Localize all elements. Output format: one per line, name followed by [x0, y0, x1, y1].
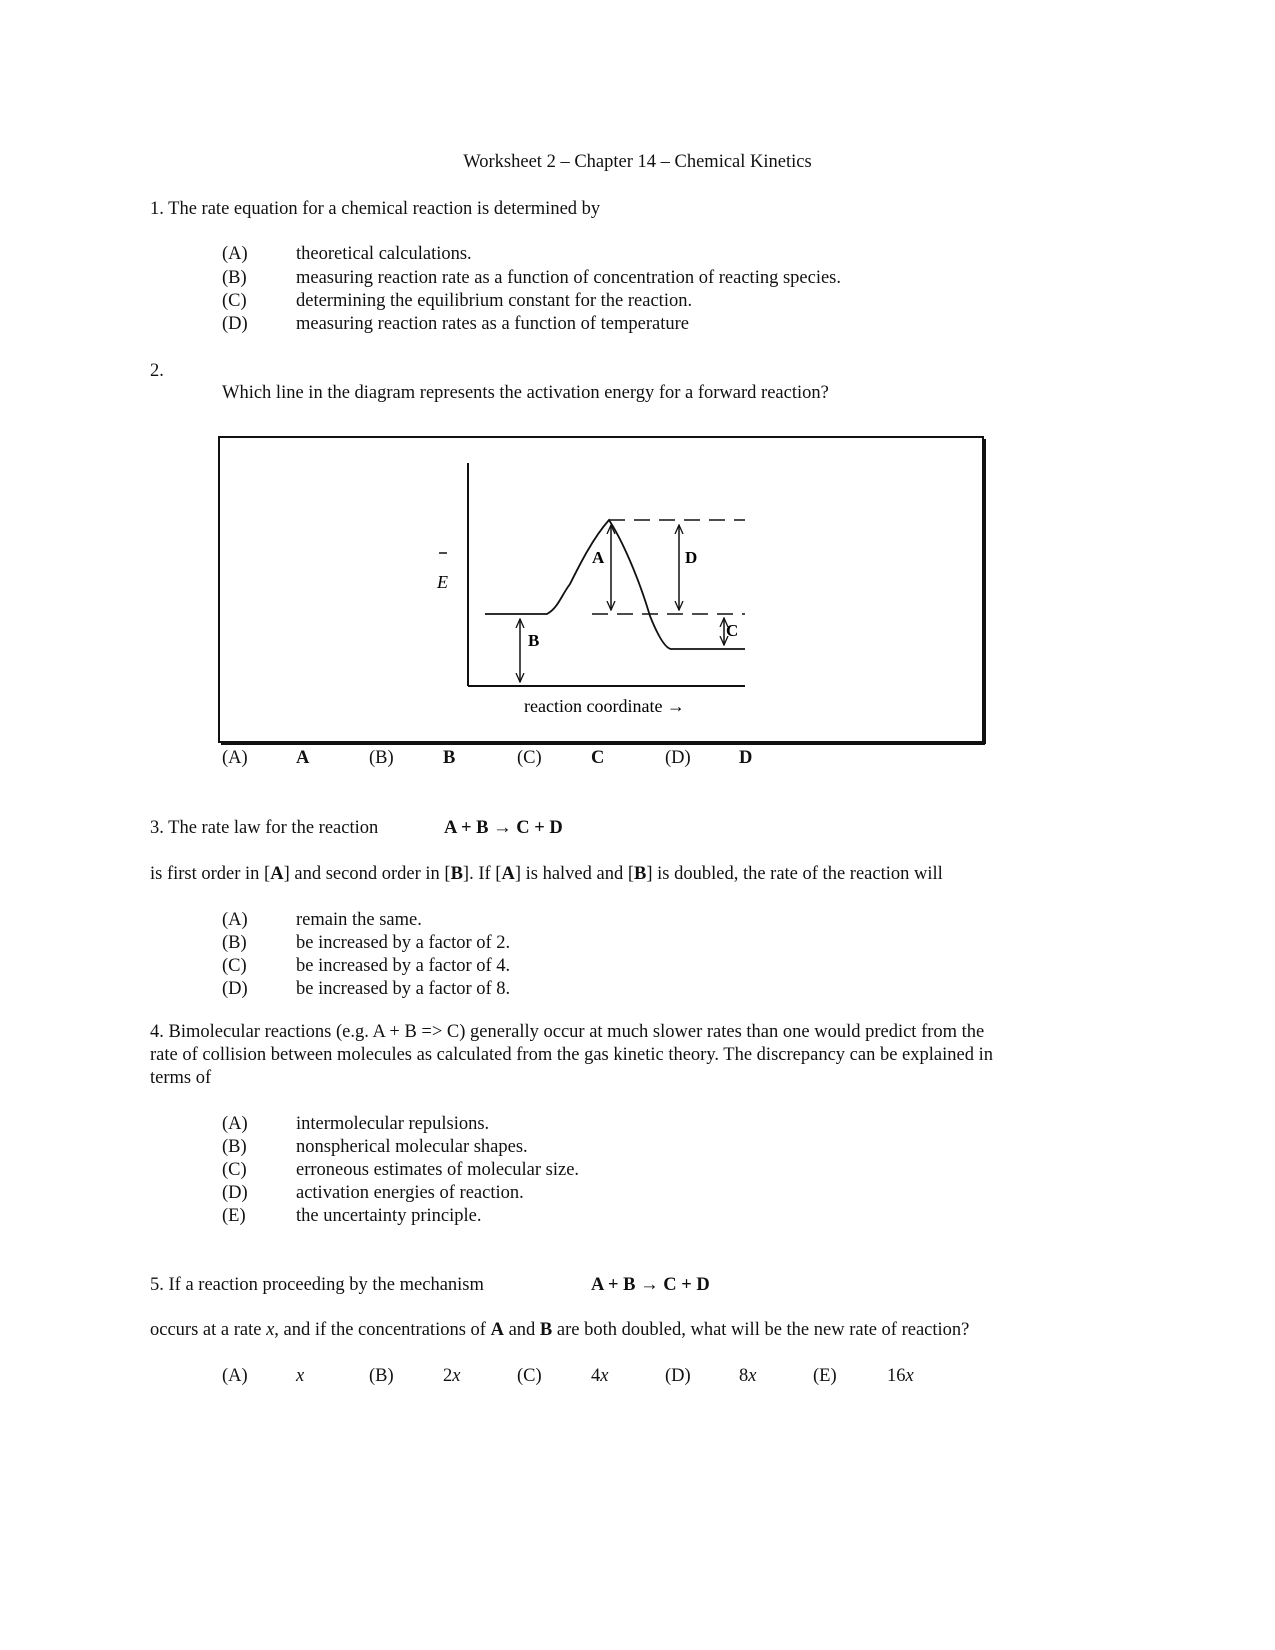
q4-option-d-letter: (D) [222, 1183, 248, 1203]
label-a: A [592, 548, 605, 567]
q5-option-e-coef: 16 [887, 1366, 906, 1386]
label-d: D [685, 548, 698, 567]
q4-option-a-text: intermolecular repulsions. [296, 1114, 490, 1134]
q1-option-b-letter: (B) [222, 268, 247, 288]
q5-option-a-letter: (A) [222, 1366, 248, 1386]
q3-option-a-letter: (A) [222, 910, 248, 930]
q3-condition [150, 863, 943, 885]
q1-option-c-text: determining the equilibrium constant for the reaction. [296, 291, 693, 311]
q4-option-e-text: the uncertainty principle. [296, 1206, 482, 1226]
q5-option-b-coef: 2 [443, 1366, 453, 1386]
q2-option-a-text: A [296, 748, 310, 768]
q2-option-b-letter: (B) [369, 748, 394, 768]
q5-option-e-var: x [905, 1366, 914, 1386]
q5-text-2: , and if the concentrations of [274, 1320, 491, 1340]
label-b: B [528, 631, 540, 650]
q3-species-b: B [450, 864, 463, 884]
q3-text-3: ]. If [ [462, 864, 502, 884]
q4-option-b-text: nonspherical molecular shapes. [296, 1137, 528, 1157]
q3-text-4: ] is halved and [ [514, 864, 634, 884]
worksheet-title: Worksheet 2 – Chapter 14 – Chemical Kinetics [463, 152, 812, 172]
q3-species-a: A [270, 864, 284, 884]
q1-option-d-letter: (D) [222, 314, 248, 334]
q5-stem: 5. If a reaction proceeding by the mechanism [150, 1275, 484, 1295]
q5-text-4: are both doubled, what will be the new rate of reaction? [552, 1320, 970, 1340]
q5-option-c-var: x [600, 1366, 609, 1386]
q2-number: 2. [150, 361, 164, 381]
q5-condition [150, 1319, 969, 1341]
q5-option-d-var: x [748, 1366, 757, 1386]
q5-text-1: occurs at a rate [150, 1320, 267, 1340]
q5-rate-variable: x [266, 1320, 275, 1340]
q4-option-e-letter: (E) [222, 1206, 246, 1226]
energy-diagram [218, 436, 988, 748]
q5-option-c-letter: (C) [517, 1366, 542, 1386]
q3-text-1: is first order in [ [150, 864, 271, 884]
q2-option-a-letter: (A) [222, 748, 248, 768]
q5-option-d-text [739, 1365, 756, 1387]
q5-species-b: B [539, 1320, 553, 1340]
q4-option-a-letter: (A) [222, 1114, 248, 1134]
y-axis-label: E [437, 572, 448, 592]
q3-option-c-text: be increased by a factor of 4. [296, 956, 511, 976]
q3-option-b-letter: (B) [222, 933, 247, 953]
x-axis-label: reaction coordinate → [524, 696, 685, 716]
q3-text-5: ] is doubled, the rate of the reaction will [646, 864, 943, 884]
q4-option-d-text: activation energies of reaction. [296, 1183, 524, 1203]
energy-curve [485, 520, 745, 649]
q5-option-d-coef: 8 [739, 1366, 749, 1386]
label-c: C [726, 621, 739, 640]
q3-species-a-2: A [501, 864, 515, 884]
q5-option-a-var: x [296, 1366, 305, 1386]
q4-stem-line-2: rate of collision between molecules as calculated from the gas kinetic theory. The discrepancy can be explained in [150, 1045, 993, 1065]
q3-species-b-2: B [634, 864, 647, 884]
q1-option-a-letter: (A) [222, 244, 248, 264]
q4-stem-line-1: 4. Bimolecular reactions (e.g. A + B => C) generally occur at much slower rates than one would predict from the [150, 1022, 985, 1042]
q5-species-a: A [490, 1320, 504, 1340]
q3-option-d-text: be increased by a factor of 8. [296, 979, 511, 999]
q5-option-b-letter: (B) [369, 1366, 394, 1386]
q2-option-b-text: B [443, 748, 456, 768]
q3-option-c-letter: (C) [222, 956, 247, 976]
q2-option-d-letter: (D) [665, 748, 691, 768]
q5-equation: A + B → C + D [591, 1275, 710, 1295]
q3-stem: 3. The rate law for the reaction [150, 818, 379, 838]
q5-option-b-text [443, 1365, 460, 1387]
q1-stem: 1. The rate equation for a chemical reaction is determined by [150, 199, 601, 219]
q5-option-a-text [296, 1365, 304, 1387]
q1-option-d-text: measuring reaction rates as a function of temperature [296, 314, 689, 334]
q2-option-c-text: C [591, 748, 605, 768]
q5-option-c-text [591, 1365, 608, 1387]
q1-option-a-text: theoretical calculations. [296, 244, 472, 264]
q5-option-b-var: x [452, 1366, 461, 1386]
q4-option-c-letter: (C) [222, 1160, 247, 1180]
q5-text-3: and [503, 1320, 540, 1340]
q3-equation: A + B → C + D [444, 818, 563, 838]
q5-option-e-text [887, 1365, 914, 1387]
q5-option-d-letter: (D) [665, 1366, 691, 1386]
q1-option-c-letter: (C) [222, 291, 247, 311]
q5-option-e-letter: (E) [813, 1366, 837, 1386]
q4-option-b-letter: (B) [222, 1137, 247, 1157]
q4-option-c-text: erroneous estimates of molecular size. [296, 1160, 580, 1180]
q3-option-a-text: remain the same. [296, 910, 422, 930]
q5-option-c-coef: 4 [591, 1366, 601, 1386]
q2-option-c-letter: (C) [517, 748, 542, 768]
q3-option-b-text: be increased by a factor of 2. [296, 933, 511, 953]
q2-option-d-text: D [739, 748, 753, 768]
q4-stem-line-3: terms of [150, 1068, 212, 1088]
q1-option-b-text: measuring reaction rate as a function of concentration of reacting species. [296, 268, 842, 288]
q2-stem: Which line in the diagram represents the activation energy for a forward reaction? [222, 383, 829, 403]
q3-text-2: ] and second order in [ [283, 864, 451, 884]
q3-option-d-letter: (D) [222, 979, 248, 999]
